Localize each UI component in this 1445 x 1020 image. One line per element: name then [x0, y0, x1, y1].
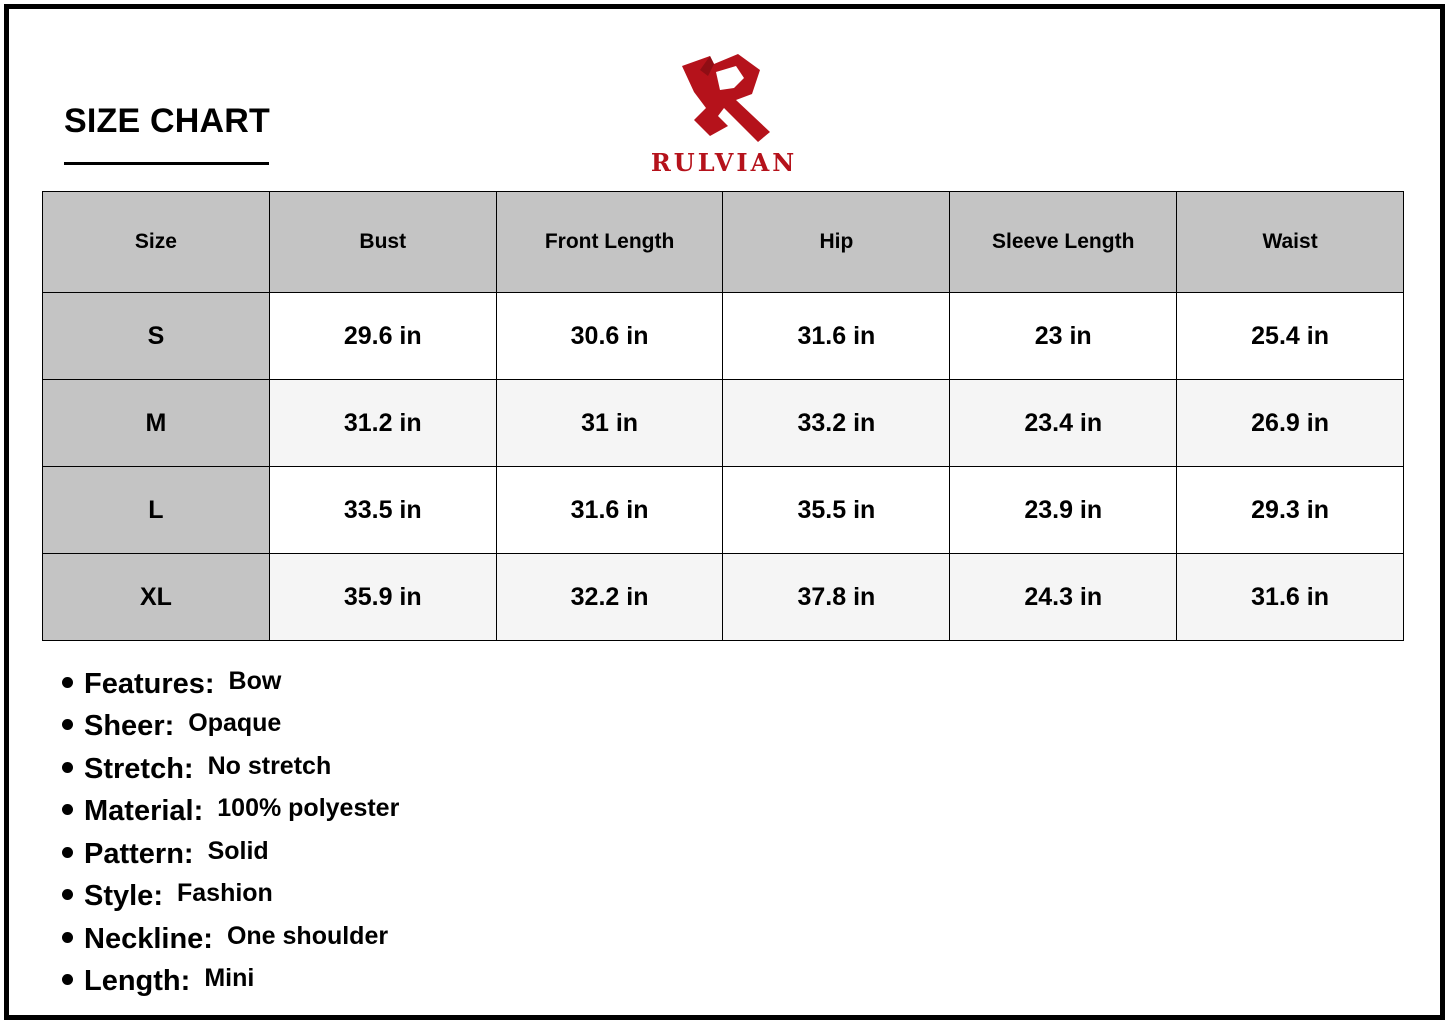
feature-value: Opaque — [188, 709, 282, 738]
feature-item-pattern — [62, 833, 399, 876]
hip-cell: 35.5 in — [723, 467, 950, 554]
waist-cell: 25.4 in — [1177, 293, 1404, 380]
title-underline — [64, 162, 269, 165]
bullet-icon — [62, 932, 73, 943]
feature-label: Pattern: — [84, 837, 194, 870]
size-cell: S — [43, 293, 270, 380]
bullet-icon — [62, 804, 73, 815]
feature-label: Neckline: — [84, 922, 213, 955]
feature-label: Length: — [84, 965, 191, 998]
bust-cell: 31.2 in — [269, 380, 496, 467]
bullet-icon — [62, 889, 73, 900]
bullet-icon — [62, 719, 73, 730]
table-row — [43, 293, 1404, 380]
size-cell: XL — [43, 554, 270, 641]
hip-cell: 37.8 in — [723, 554, 950, 641]
feature-value: Mini — [204, 964, 255, 993]
sleeve-length-cell: 23 in — [950, 293, 1177, 380]
page-title: SIZE CHART — [64, 102, 270, 140]
column-header-sleeve-length: Sleeve Length — [950, 192, 1177, 293]
feature-value: Solid — [207, 836, 269, 865]
feature-label: Style: — [84, 880, 163, 913]
bullet-icon — [62, 847, 73, 858]
feature-value: One shoulder — [226, 921, 389, 950]
rulvian-r-logo-icon — [680, 44, 772, 142]
feature-label: Features: — [84, 667, 215, 700]
size-cell: M — [43, 380, 270, 467]
front-length-cell: 30.6 in — [496, 293, 723, 380]
size-table — [42, 191, 1404, 641]
brand-name: RULVIAN — [650, 148, 798, 177]
features-list — [62, 663, 399, 1003]
sleeve-length-cell: 24.3 in — [950, 554, 1177, 641]
waist-cell: 29.3 in — [1177, 467, 1404, 554]
feature-label: Stretch: — [84, 752, 194, 785]
column-header-waist: Waist — [1177, 192, 1404, 293]
bust-cell: 35.9 in — [269, 554, 496, 641]
bust-cell: 33.5 in — [269, 467, 496, 554]
waist-cell: 26.9 in — [1177, 380, 1404, 467]
column-header-front-length: Front Length — [496, 192, 723, 293]
feature-item-length — [62, 961, 399, 1004]
column-header-hip: Hip — [723, 192, 950, 293]
front-length-cell: 31.6 in — [496, 467, 723, 554]
sleeve-length-cell: 23.9 in — [950, 467, 1177, 554]
front-length-cell: 31 in — [496, 380, 723, 467]
column-header-bust: Bust — [269, 192, 496, 293]
feature-label: Material: — [84, 795, 204, 828]
feature-value: Fashion — [176, 879, 273, 908]
waist-cell: 31.6 in — [1177, 554, 1404, 641]
feature-item-neckline — [62, 918, 399, 961]
size-cell: L — [43, 467, 270, 554]
feature-item-sheer — [62, 706, 399, 749]
feature-item-material — [62, 791, 399, 834]
sleeve-length-cell: 23.4 in — [950, 380, 1177, 467]
bust-cell: 29.6 in — [269, 293, 496, 380]
brand-logo — [636, 44, 812, 178]
bullet-icon — [62, 677, 73, 688]
feature-label: Sheer: — [84, 710, 175, 743]
table-header-row — [43, 192, 1404, 293]
table-row — [43, 554, 1404, 641]
hip-cell: 33.2 in — [723, 380, 950, 467]
bullet-icon — [62, 762, 73, 773]
front-length-cell: 32.2 in — [496, 554, 723, 641]
feature-item-style — [62, 876, 399, 919]
bullet-icon — [62, 974, 73, 985]
feature-item-stretch — [62, 748, 399, 791]
table-row — [43, 380, 1404, 467]
feature-value: No stretch — [207, 751, 332, 780]
table-row — [43, 467, 1404, 554]
column-header-size: Size — [43, 192, 270, 293]
feature-value: Bow — [228, 666, 282, 695]
feature-value: 100% polyester — [217, 794, 400, 823]
feature-item-features — [62, 663, 399, 706]
hip-cell: 31.6 in — [723, 293, 950, 380]
